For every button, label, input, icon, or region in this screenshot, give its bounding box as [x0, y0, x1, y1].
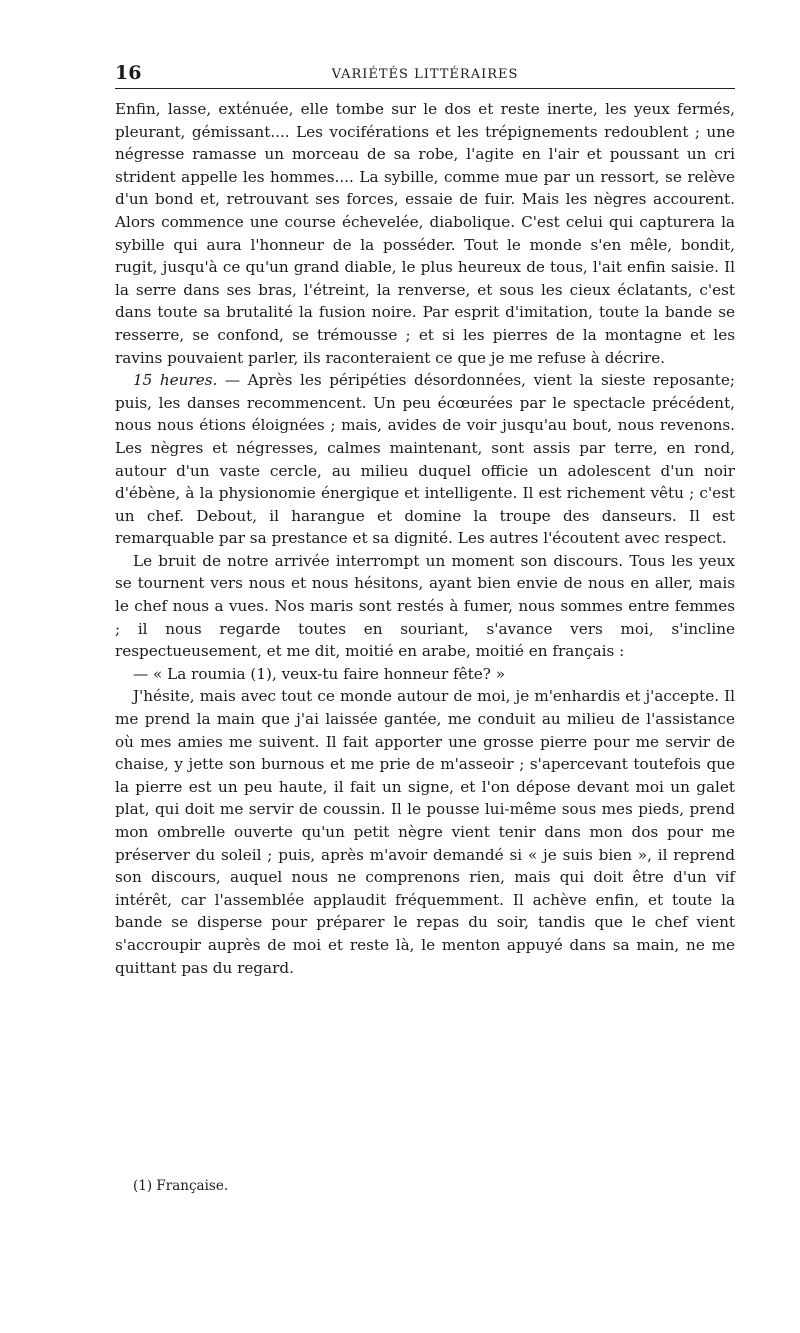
paragraph-3: Le bruit de notre arrivée interrompt un moment son discours. Tous les yeux se tournent vers nous et nous hésitons, ayant bien envie de nous en aller, mais le chef nous a vues. Nos maris sont restés à fumer, nous sommes entre femmes ; il nous regarde toutes en souriant, s'avance vers moi, s'incline respectueusement, et me dit, moitié en arabe, moitié en français :: [115, 551, 735, 661]
footnote: (1) Française.: [133, 1178, 229, 1194]
running-title: VARIÉTÉS LITTÉRAIRES: [331, 67, 519, 82]
paragraph-1: Enfin, lasse, exténuée, elle tombe sur le dos et reste inerte, les yeux fermés, pleurant, gémissant.... Les vociférations et les trépignements redoublent ; une négresse ramasse un morceau de sa robe, l'agite en l'air et poussant un cri strident appelle les hommes.... La sybille, comme mue par un ressort, se relève d'un bond et, retrouvant ses forces, essaie de fuir. Mais les nègres accourent. Alors commence une course échevelée, diabolique. C'est celui qui capturera la sybille qui aura l'honneur de la posséder. Tout le monde s'en mêle, bondit, rugit, jusqu'à ce qu'un grand diable, le plus heureux de tous, l'ait enfin saisie. Il la serre dans ses bras, l'étreint, la renverse, et sous les cieux éclatants, c'est dans toute sa brutalité la fusion noire. Par esprit d'imitation, toute la bande se resserre, se confond, se trémousse ; et si les pierres de la montagne et les ravins pouvaient parler, ils raconteraient ce que je me refuse à décrire.: [115, 100, 735, 367]
paragraph-2-text: — Après les péripéties désordonnées, vient la sieste reposante; puis, les danses recommencent. Un peu écœurées par le spectacle précédent, nous nous étions éloignées ; mais, avides de voir jusqu'au bout, nous revenons. Les nègres et négresses, calmes maintenant, sont assis par terre, en rond, autour d'un vaste cercle, au milieu duquel officie un adolescent d'un noir d'ébène, à la physionomie énergique et intelligente. Il est richement vêtu ; c'est un chef. Debout, il harangue et domine la troupe des danseurs. Il est remarquable par sa prestance et sa dignité. Les autres l'écoutent avec respect.: [115, 371, 735, 548]
time-heading: 15 heures.: [133, 371, 218, 390]
page-header: [115, 58, 735, 89]
paragraph-2: [115, 369, 735, 550]
dialogue-line: — « La roumia (1), veux-tu faire honneur fête? »: [133, 664, 506, 683]
book-page: [115, 58, 735, 979]
body-text: [115, 98, 735, 979]
paragraph-5: J'hésite, mais avec tout ce monde autour de moi, je m'enhardis et j'accepte. Il me prend la main que j'ai laissée gantée, me conduit au milieu de l'assistance où mes amies me suivent. Il fait apporter une grosse pierre pour me servir de chaise, y jette son burnous et me prie de m'asseoir ; s'apercevant toutefois que la pierre est un peu haute, il fait un signe, et l'on dépose devant moi un galet plat, qui doit me servir de coussin. Il le pousse lui-même sous mes pieds, prend mon ombrelle ouverte qu'un petit nègre vient tenir dans mon dos pour me préserver du soleil ; puis, après m'avoir demandé si « je suis bien », il reprend son discours, auquel nous ne comprenons rien, mais qui doit être d'un vif intérêt, car l'assemblée applaudit fréquemment. Il achève enfin, et toute la bande se disperse pour préparer le repas du soir, tandis que le chef vient s'accroupir auprès de moi et reste là, le menton appuyé dans sa main, ne me quittant pas du regard.: [115, 687, 735, 977]
page-number: 16: [115, 62, 142, 84]
